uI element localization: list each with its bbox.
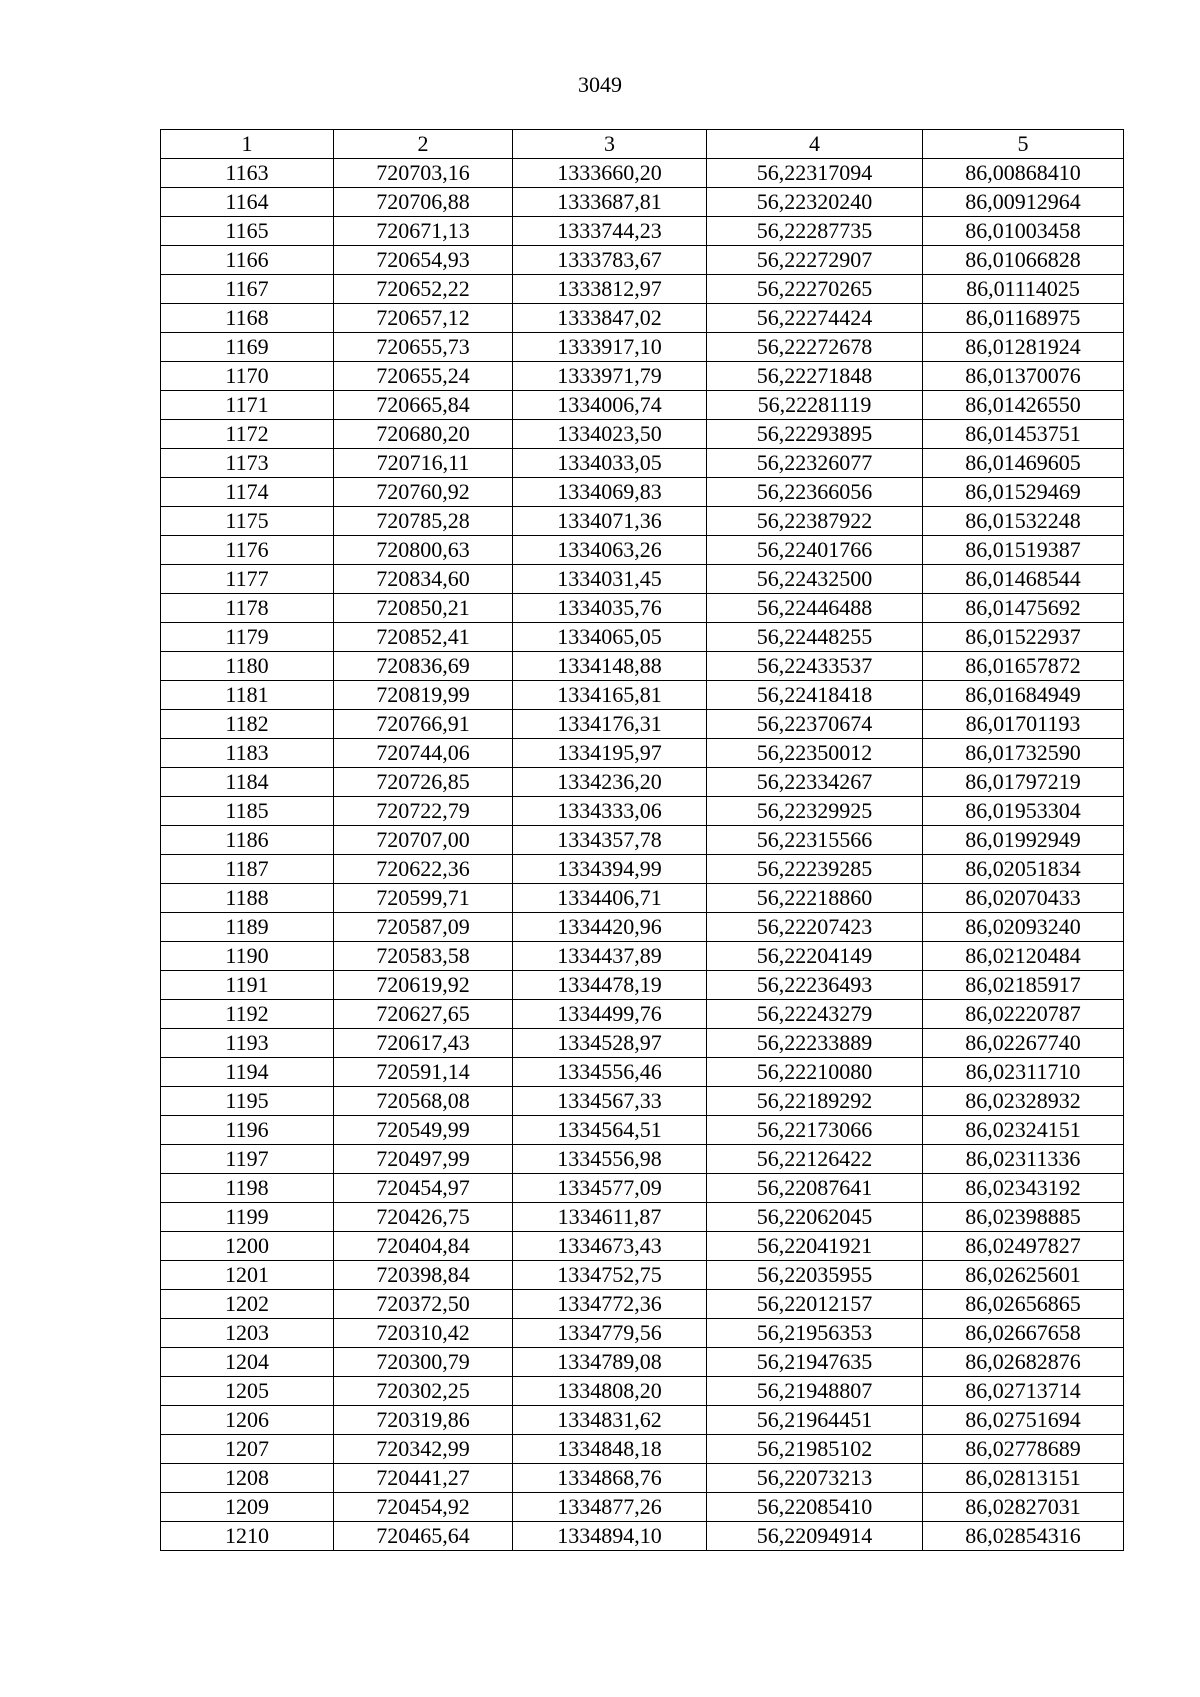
- latitude-cell: 56,22062045: [707, 1203, 923, 1232]
- y-coordinate-cell: 1334236,20: [513, 768, 707, 797]
- latitude-cell: 56,22433537: [707, 652, 923, 681]
- latitude-cell: 56,22272678: [707, 333, 923, 362]
- x-coordinate-cell: 720665,84: [334, 391, 513, 420]
- table-row: [161, 623, 1124, 652]
- latitude-cell: 56,22317094: [707, 159, 923, 188]
- longitude-cell: 86,02311336: [923, 1145, 1124, 1174]
- longitude-cell: 86,01657872: [923, 652, 1124, 681]
- point-number-cell: 1175: [161, 507, 334, 536]
- point-number-cell: 1199: [161, 1203, 334, 1232]
- latitude-cell: 56,22370674: [707, 710, 923, 739]
- y-coordinate-cell: 1334023,50: [513, 420, 707, 449]
- latitude-cell: 56,22320240: [707, 188, 923, 217]
- latitude-cell: 56,22315566: [707, 826, 923, 855]
- table-row: [161, 594, 1124, 623]
- latitude-cell: 56,22210080: [707, 1058, 923, 1087]
- table-row: [161, 449, 1124, 478]
- longitude-cell: 86,01003458: [923, 217, 1124, 246]
- table-body: [161, 159, 1124, 1551]
- longitude-cell: 86,01797219: [923, 768, 1124, 797]
- table-row: [161, 1029, 1124, 1058]
- latitude-cell: 56,22274424: [707, 304, 923, 333]
- point-number-cell: 1192: [161, 1000, 334, 1029]
- x-coordinate-cell: 720587,09: [334, 913, 513, 942]
- table-row: [161, 681, 1124, 710]
- x-coordinate-cell: 720627,65: [334, 1000, 513, 1029]
- y-coordinate-cell: 1334877,26: [513, 1493, 707, 1522]
- latitude-cell: 56,21964451: [707, 1406, 923, 1435]
- x-coordinate-cell: 720342,99: [334, 1435, 513, 1464]
- longitude-cell: 86,01426550: [923, 391, 1124, 420]
- latitude-cell: 56,22387922: [707, 507, 923, 536]
- latitude-cell: 56,22173066: [707, 1116, 923, 1145]
- latitude-cell: 56,22350012: [707, 739, 923, 768]
- page-number: 3049: [578, 72, 622, 97]
- longitude-cell: 86,01168975: [923, 304, 1124, 333]
- x-coordinate-cell: 720622,36: [334, 855, 513, 884]
- point-number-cell: 1163: [161, 159, 334, 188]
- x-coordinate-cell: 720744,06: [334, 739, 513, 768]
- column-header-2: 2: [334, 130, 513, 159]
- x-coordinate-cell: 720671,13: [334, 217, 513, 246]
- x-coordinate-cell: 720722,79: [334, 797, 513, 826]
- y-coordinate-cell: 1334611,87: [513, 1203, 707, 1232]
- table-row: [161, 1261, 1124, 1290]
- x-coordinate-cell: 720760,92: [334, 478, 513, 507]
- x-coordinate-cell: 720655,24: [334, 362, 513, 391]
- latitude-cell: 56,22189292: [707, 1087, 923, 1116]
- latitude-cell: 56,21956353: [707, 1319, 923, 1348]
- table-row: [161, 1435, 1124, 1464]
- y-coordinate-cell: 1334333,06: [513, 797, 707, 826]
- y-coordinate-cell: 1333971,79: [513, 362, 707, 391]
- point-number-cell: 1177: [161, 565, 334, 594]
- table-row: [161, 884, 1124, 913]
- longitude-cell: 86,02813151: [923, 1464, 1124, 1493]
- x-coordinate-cell: 720583,58: [334, 942, 513, 971]
- y-coordinate-cell: 1334069,83: [513, 478, 707, 507]
- y-coordinate-cell: 1334165,81: [513, 681, 707, 710]
- y-coordinate-cell: 1334556,46: [513, 1058, 707, 1087]
- table-row: [161, 1348, 1124, 1377]
- point-number-cell: 1208: [161, 1464, 334, 1493]
- latitude-cell: 56,22012157: [707, 1290, 923, 1319]
- table-row: [161, 739, 1124, 768]
- x-coordinate-cell: 720819,99: [334, 681, 513, 710]
- latitude-cell: 56,22293895: [707, 420, 923, 449]
- y-coordinate-cell: 1334752,75: [513, 1261, 707, 1290]
- x-coordinate-cell: 720726,85: [334, 768, 513, 797]
- longitude-cell: 86,02497827: [923, 1232, 1124, 1261]
- y-coordinate-cell: 1334894,10: [513, 1522, 707, 1551]
- table-row: [161, 304, 1124, 333]
- longitude-cell: 86,01475692: [923, 594, 1124, 623]
- point-number-cell: 1181: [161, 681, 334, 710]
- y-coordinate-cell: 1334772,36: [513, 1290, 707, 1319]
- y-coordinate-cell: 1333847,02: [513, 304, 707, 333]
- point-number-cell: 1166: [161, 246, 334, 275]
- table-row: [161, 246, 1124, 275]
- table-row: [161, 507, 1124, 536]
- table-row: [161, 826, 1124, 855]
- latitude-cell: 56,22218860: [707, 884, 923, 913]
- table-row: [161, 1406, 1124, 1435]
- x-coordinate-cell: 720319,86: [334, 1406, 513, 1435]
- point-number-cell: 1200: [161, 1232, 334, 1261]
- x-coordinate-cell: 720300,79: [334, 1348, 513, 1377]
- x-coordinate-cell: 720850,21: [334, 594, 513, 623]
- point-number-cell: 1187: [161, 855, 334, 884]
- y-coordinate-cell: 1334195,97: [513, 739, 707, 768]
- x-coordinate-cell: 720599,71: [334, 884, 513, 913]
- y-coordinate-cell: 1334357,78: [513, 826, 707, 855]
- point-number-cell: 1194: [161, 1058, 334, 1087]
- longitude-cell: 86,01453751: [923, 420, 1124, 449]
- longitude-cell: 86,01370076: [923, 362, 1124, 391]
- point-number-cell: 1204: [161, 1348, 334, 1377]
- point-number-cell: 1171: [161, 391, 334, 420]
- longitude-cell: 86,01701193: [923, 710, 1124, 739]
- latitude-cell: 56,21947635: [707, 1348, 923, 1377]
- y-coordinate-cell: 1334406,71: [513, 884, 707, 913]
- y-coordinate-cell: 1334567,33: [513, 1087, 707, 1116]
- longitude-cell: 86,02324151: [923, 1116, 1124, 1145]
- x-coordinate-cell: 720654,93: [334, 246, 513, 275]
- latitude-cell: 56,22207423: [707, 913, 923, 942]
- point-number-cell: 1164: [161, 188, 334, 217]
- point-number-cell: 1176: [161, 536, 334, 565]
- table-row: [161, 333, 1124, 362]
- point-number-cell: 1207: [161, 1435, 334, 1464]
- point-number-cell: 1178: [161, 594, 334, 623]
- latitude-cell: 56,22271848: [707, 362, 923, 391]
- longitude-cell: 86,01114025: [923, 275, 1124, 304]
- table-row: [161, 1290, 1124, 1319]
- latitude-cell: 56,22448255: [707, 623, 923, 652]
- latitude-cell: 56,22085410: [707, 1493, 923, 1522]
- y-coordinate-cell: 1334779,56: [513, 1319, 707, 1348]
- table-row: [161, 1058, 1124, 1087]
- y-coordinate-cell: 1334394,99: [513, 855, 707, 884]
- point-number-cell: 1174: [161, 478, 334, 507]
- latitude-cell: 56,22243279: [707, 1000, 923, 1029]
- latitude-cell: 56,22446488: [707, 594, 923, 623]
- x-coordinate-cell: 720302,25: [334, 1377, 513, 1406]
- latitude-cell: 56,22073213: [707, 1464, 923, 1493]
- y-coordinate-cell: 1333687,81: [513, 188, 707, 217]
- point-number-cell: 1209: [161, 1493, 334, 1522]
- table-row: [161, 1203, 1124, 1232]
- y-coordinate-cell: 1333812,97: [513, 275, 707, 304]
- x-coordinate-cell: 720707,00: [334, 826, 513, 855]
- table-row: [161, 1464, 1124, 1493]
- point-number-cell: 1170: [161, 362, 334, 391]
- point-number-cell: 1165: [161, 217, 334, 246]
- y-coordinate-cell: 1334437,89: [513, 942, 707, 971]
- longitude-cell: 86,01529469: [923, 478, 1124, 507]
- latitude-cell: 56,22236493: [707, 971, 923, 1000]
- x-coordinate-cell: 720549,99: [334, 1116, 513, 1145]
- table-row: [161, 1116, 1124, 1145]
- latitude-cell: 56,22326077: [707, 449, 923, 478]
- point-number-cell: 1183: [161, 739, 334, 768]
- longitude-cell: 86,02120484: [923, 942, 1124, 971]
- point-number-cell: 1201: [161, 1261, 334, 1290]
- latitude-cell: 56,22041921: [707, 1232, 923, 1261]
- y-coordinate-cell: 1334148,88: [513, 652, 707, 681]
- y-coordinate-cell: 1334499,76: [513, 1000, 707, 1029]
- table-row: [161, 710, 1124, 739]
- latitude-cell: 56,21985102: [707, 1435, 923, 1464]
- x-coordinate-cell: 720398,84: [334, 1261, 513, 1290]
- y-coordinate-cell: 1334789,08: [513, 1348, 707, 1377]
- x-coordinate-cell: 720834,60: [334, 565, 513, 594]
- table-row: [161, 652, 1124, 681]
- table-row: [161, 942, 1124, 971]
- y-coordinate-cell: 1334006,74: [513, 391, 707, 420]
- table-row: [161, 1319, 1124, 1348]
- point-number-cell: 1202: [161, 1290, 334, 1319]
- point-number-cell: 1188: [161, 884, 334, 913]
- longitude-cell: 86,02656865: [923, 1290, 1124, 1319]
- x-coordinate-cell: 720310,42: [334, 1319, 513, 1348]
- longitude-cell: 86,02682876: [923, 1348, 1124, 1377]
- point-number-cell: 1180: [161, 652, 334, 681]
- longitude-cell: 86,01468544: [923, 565, 1124, 594]
- y-coordinate-cell: 1334577,09: [513, 1174, 707, 1203]
- point-number-cell: 1190: [161, 942, 334, 971]
- longitude-cell: 86,01684949: [923, 681, 1124, 710]
- longitude-cell: 86,00912964: [923, 188, 1124, 217]
- longitude-cell: 86,02051834: [923, 855, 1124, 884]
- y-coordinate-cell: 1334176,31: [513, 710, 707, 739]
- point-number-cell: 1195: [161, 1087, 334, 1116]
- latitude-cell: 56,22281119: [707, 391, 923, 420]
- point-number-cell: 1210: [161, 1522, 334, 1551]
- point-number-cell: 1206: [161, 1406, 334, 1435]
- table-row: [161, 1000, 1124, 1029]
- longitude-cell: 86,02778689: [923, 1435, 1124, 1464]
- y-coordinate-cell: 1334556,98: [513, 1145, 707, 1174]
- x-coordinate-cell: 720657,12: [334, 304, 513, 333]
- table-row: [161, 1493, 1124, 1522]
- point-number-cell: 1191: [161, 971, 334, 1000]
- point-number-cell: 1189: [161, 913, 334, 942]
- table-row: [161, 217, 1124, 246]
- latitude-cell: 56,22087641: [707, 1174, 923, 1203]
- table-row: [161, 536, 1124, 565]
- y-coordinate-cell: 1333744,23: [513, 217, 707, 246]
- x-coordinate-cell: 720716,11: [334, 449, 513, 478]
- table-row: [161, 188, 1124, 217]
- y-coordinate-cell: 1333783,67: [513, 246, 707, 275]
- x-coordinate-cell: 720836,69: [334, 652, 513, 681]
- longitude-cell: 86,01992949: [923, 826, 1124, 855]
- y-coordinate-cell: 1334528,97: [513, 1029, 707, 1058]
- point-number-cell: 1198: [161, 1174, 334, 1203]
- x-coordinate-cell: 720655,73: [334, 333, 513, 362]
- point-number-cell: 1196: [161, 1116, 334, 1145]
- table-row: [161, 1522, 1124, 1551]
- table-row: [161, 1232, 1124, 1261]
- longitude-cell: 86,01519387: [923, 536, 1124, 565]
- x-coordinate-cell: 720680,20: [334, 420, 513, 449]
- longitude-cell: 86,01732590: [923, 739, 1124, 768]
- longitude-cell: 86,01066828: [923, 246, 1124, 275]
- column-header-5: 5: [923, 130, 1124, 159]
- table-row: [161, 420, 1124, 449]
- table-row: [161, 1087, 1124, 1116]
- coordinates-table: [160, 129, 1124, 1551]
- longitude-cell: 86,02185917: [923, 971, 1124, 1000]
- x-coordinate-cell: 720619,92: [334, 971, 513, 1000]
- y-coordinate-cell: 1334868,76: [513, 1464, 707, 1493]
- table-row: [161, 362, 1124, 391]
- longitude-cell: 86,00868410: [923, 159, 1124, 188]
- y-coordinate-cell: 1334848,18: [513, 1435, 707, 1464]
- longitude-cell: 86,02311710: [923, 1058, 1124, 1087]
- y-coordinate-cell: 1333917,10: [513, 333, 707, 362]
- y-coordinate-cell: 1333660,20: [513, 159, 707, 188]
- latitude-cell: 56,22272907: [707, 246, 923, 275]
- table-row: [161, 275, 1124, 304]
- x-coordinate-cell: 720766,91: [334, 710, 513, 739]
- x-coordinate-cell: 720454,97: [334, 1174, 513, 1203]
- x-coordinate-cell: 720800,63: [334, 536, 513, 565]
- latitude-cell: 56,22366056: [707, 478, 923, 507]
- x-coordinate-cell: 720441,27: [334, 1464, 513, 1493]
- latitude-cell: 56,22287735: [707, 217, 923, 246]
- latitude-cell: 56,22329925: [707, 797, 923, 826]
- longitude-cell: 86,01469605: [923, 449, 1124, 478]
- longitude-cell: 86,01281924: [923, 333, 1124, 362]
- point-number-cell: 1193: [161, 1029, 334, 1058]
- table-row: [161, 478, 1124, 507]
- x-coordinate-cell: 720617,43: [334, 1029, 513, 1058]
- point-number-cell: 1197: [161, 1145, 334, 1174]
- table-row: [161, 159, 1124, 188]
- longitude-cell: 86,02220787: [923, 1000, 1124, 1029]
- x-coordinate-cell: 720591,14: [334, 1058, 513, 1087]
- table-row: [161, 1174, 1124, 1203]
- column-header-3: 3: [513, 130, 707, 159]
- latitude-cell: 56,22233889: [707, 1029, 923, 1058]
- x-coordinate-cell: 720785,28: [334, 507, 513, 536]
- x-coordinate-cell: 720426,75: [334, 1203, 513, 1232]
- longitude-cell: 86,02751694: [923, 1406, 1124, 1435]
- y-coordinate-cell: 1334031,45: [513, 565, 707, 594]
- point-number-cell: 1184: [161, 768, 334, 797]
- longitude-cell: 86,02093240: [923, 913, 1124, 942]
- latitude-cell: 56,22270265: [707, 275, 923, 304]
- longitude-cell: 86,02267740: [923, 1029, 1124, 1058]
- point-number-cell: 1167: [161, 275, 334, 304]
- latitude-cell: 56,22334267: [707, 768, 923, 797]
- y-coordinate-cell: 1334673,43: [513, 1232, 707, 1261]
- y-coordinate-cell: 1334035,76: [513, 594, 707, 623]
- longitude-cell: 86,02343192: [923, 1174, 1124, 1203]
- y-coordinate-cell: 1334564,51: [513, 1116, 707, 1145]
- x-coordinate-cell: 720465,64: [334, 1522, 513, 1551]
- latitude-cell: 56,22418418: [707, 681, 923, 710]
- y-coordinate-cell: 1334033,05: [513, 449, 707, 478]
- x-coordinate-cell: 720852,41: [334, 623, 513, 652]
- latitude-cell: 56,22126422: [707, 1145, 923, 1174]
- point-number-cell: 1203: [161, 1319, 334, 1348]
- longitude-cell: 86,02827031: [923, 1493, 1124, 1522]
- y-coordinate-cell: 1334071,36: [513, 507, 707, 536]
- y-coordinate-cell: 1334065,05: [513, 623, 707, 652]
- point-number-cell: 1186: [161, 826, 334, 855]
- longitude-cell: 86,02713714: [923, 1377, 1124, 1406]
- column-header-4: 4: [707, 130, 923, 159]
- x-coordinate-cell: 720454,92: [334, 1493, 513, 1522]
- latitude-cell: 56,22401766: [707, 536, 923, 565]
- longitude-cell: 86,02328932: [923, 1087, 1124, 1116]
- y-coordinate-cell: 1334831,62: [513, 1406, 707, 1435]
- x-coordinate-cell: 720568,08: [334, 1087, 513, 1116]
- table-row: [161, 971, 1124, 1000]
- table-header-row: [161, 130, 1124, 159]
- longitude-cell: 86,02667658: [923, 1319, 1124, 1348]
- column-header-1: 1: [161, 130, 334, 159]
- x-coordinate-cell: 720652,22: [334, 275, 513, 304]
- table-row: [161, 1145, 1124, 1174]
- point-number-cell: 1172: [161, 420, 334, 449]
- latitude-cell: 56,22239285: [707, 855, 923, 884]
- x-coordinate-cell: 720703,16: [334, 159, 513, 188]
- y-coordinate-cell: 1334478,19: [513, 971, 707, 1000]
- table-row: [161, 855, 1124, 884]
- table-row: [161, 565, 1124, 594]
- table-row: [161, 1377, 1124, 1406]
- point-number-cell: 1182: [161, 710, 334, 739]
- longitude-cell: 86,02625601: [923, 1261, 1124, 1290]
- table-row: [161, 391, 1124, 420]
- y-coordinate-cell: 1334063,26: [513, 536, 707, 565]
- longitude-cell: 86,02070433: [923, 884, 1124, 913]
- point-number-cell: 1173: [161, 449, 334, 478]
- point-number-cell: 1205: [161, 1377, 334, 1406]
- point-number-cell: 1168: [161, 304, 334, 333]
- table-row: [161, 913, 1124, 942]
- x-coordinate-cell: 720372,50: [334, 1290, 513, 1319]
- latitude-cell: 56,21948807: [707, 1377, 923, 1406]
- table-row: [161, 797, 1124, 826]
- longitude-cell: 86,01532248: [923, 507, 1124, 536]
- y-coordinate-cell: 1334808,20: [513, 1377, 707, 1406]
- latitude-cell: 56,22432500: [707, 565, 923, 594]
- table-row: [161, 768, 1124, 797]
- x-coordinate-cell: 720497,99: [334, 1145, 513, 1174]
- longitude-cell: 86,02398885: [923, 1203, 1124, 1232]
- y-coordinate-cell: 1334420,96: [513, 913, 707, 942]
- longitude-cell: 86,01953304: [923, 797, 1124, 826]
- x-coordinate-cell: 720404,84: [334, 1232, 513, 1261]
- longitude-cell: 86,02854316: [923, 1522, 1124, 1551]
- point-number-cell: 1185: [161, 797, 334, 826]
- latitude-cell: 56,22204149: [707, 942, 923, 971]
- latitude-cell: 56,22094914: [707, 1522, 923, 1551]
- longitude-cell: 86,01522937: [923, 623, 1124, 652]
- point-number-cell: 1179: [161, 623, 334, 652]
- x-coordinate-cell: 720706,88: [334, 188, 513, 217]
- point-number-cell: 1169: [161, 333, 334, 362]
- latitude-cell: 56,22035955: [707, 1261, 923, 1290]
